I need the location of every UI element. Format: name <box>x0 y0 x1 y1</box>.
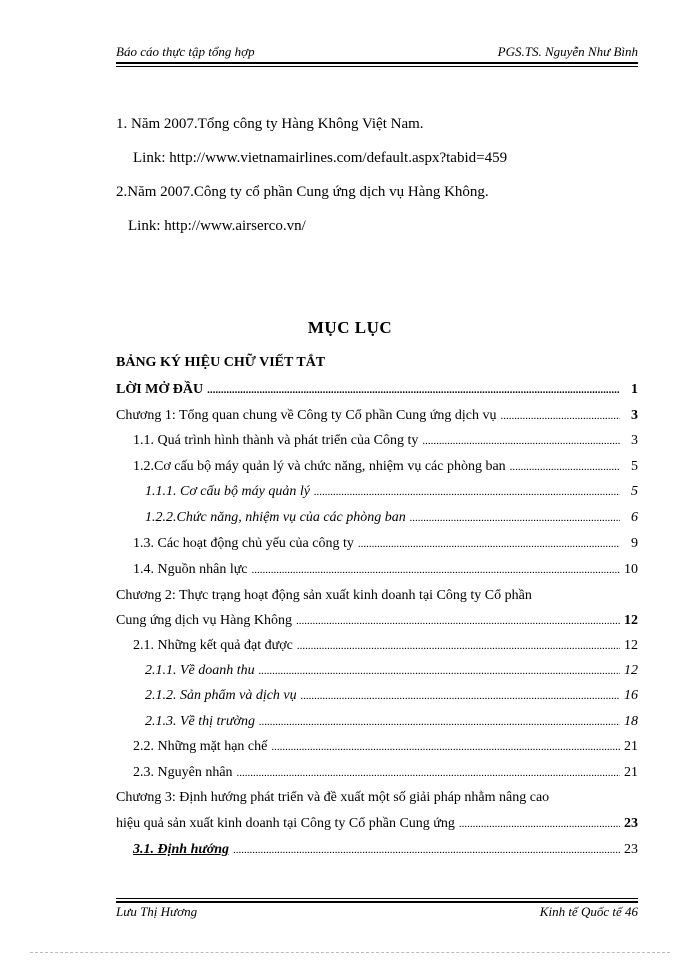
toc-leader <box>510 459 620 475</box>
toc-entry-page: 23 <box>624 842 638 857</box>
toc-entry[interactable] <box>145 714 638 736</box>
toc-entry[interactable] <box>133 842 638 864</box>
toc-entry-page: 12 <box>624 613 638 628</box>
toc-entry-page: 5 <box>631 484 638 499</box>
toc-entry-label: 2.1.2. Sản phẩm và dịch vụ <box>145 688 297 703</box>
page-footer <box>116 904 638 924</box>
toc-entry[interactable] <box>145 510 638 532</box>
toc-entry-label: 3.1. Định hướng <box>133 842 230 857</box>
toc-entry-page: 16 <box>624 688 638 703</box>
toc-entry-label: hiệu quả sản xuất kinh doanh tại Công ty Cổ phần Cung ứng <box>116 816 455 831</box>
toc-entry-label: 2.3. Nguyên nhân <box>133 765 233 780</box>
reference-1-title: 1. Năm 2007.Tổng công ty Hàng Không Việt Nam. <box>116 116 424 132</box>
toc-entry[interactable] <box>133 638 638 660</box>
toc-entry[interactable] <box>133 739 638 761</box>
toc-entry[interactable] <box>145 663 638 685</box>
toc-entry-page: 21 <box>624 765 638 780</box>
toc-entry-page: 23 <box>624 816 638 831</box>
toc-leader <box>233 842 620 858</box>
toc-entry-page: 10 <box>624 562 638 577</box>
toc-leader <box>358 536 620 552</box>
page-header <box>116 40 638 60</box>
toc-entry[interactable] <box>145 688 638 710</box>
toc-entry[interactable] <box>116 613 638 635</box>
toc-entry-label[interactable]: Chương 3: Định hướng phát triển và đề xuất một số giải pháp nhằm nâng cao <box>116 790 550 805</box>
toc-entry-label: 1.1.1. Cơ cấu bộ máy quản lý <box>145 484 310 499</box>
toc-leader <box>259 714 620 730</box>
toc-entry-page: 5 <box>631 459 638 474</box>
toc-leader <box>459 816 620 832</box>
toc-entry-label: 2.1.3. Về thị trường <box>145 714 255 729</box>
toc-entry-label[interactable]: Chương 2: Thực trạng hoạt động sản xuất kinh doanh tại Công ty Cổ phần <box>116 588 532 603</box>
toc-entry-label: Chương 1: Tổng quan chung về Công ty Cổ phần Cung ứng dịch vụ <box>116 408 497 423</box>
toc-entry-label: 1.3. Các hoạt động chủ yếu của công ty <box>133 536 354 551</box>
toc-leader <box>314 484 620 500</box>
footer-rule <box>116 898 638 903</box>
reference-2-title: 2.Năm 2007.Công ty cổ phần Cung ứng dịch vụ Hàng Không. <box>116 184 489 200</box>
toc-entry[interactable] <box>133 459 638 481</box>
toc-entry-label: 2.1.1. Về doanh thu <box>145 663 255 678</box>
toc-entry-page: 21 <box>624 739 638 754</box>
toc-leader <box>252 562 620 578</box>
toc-entry-page: 3 <box>631 408 638 423</box>
toc-entry[interactable] <box>133 765 638 787</box>
toc-entry-label: 2.1. Những kết quả đạt được <box>133 638 293 653</box>
toc-entry-page: 1 <box>631 382 638 397</box>
toc-title: MỤC LỤC <box>307 318 393 337</box>
toc-entry[interactable] <box>116 382 638 404</box>
toc-entry-page: 12 <box>624 663 638 678</box>
toc-leader <box>301 688 620 704</box>
page-break-line <box>30 952 670 953</box>
reference-2-link[interactable]: Link: http://www.airserco.vn/ <box>128 218 306 234</box>
toc-entry-page: 12 <box>624 638 638 653</box>
toc-entry-label: 1.1. Quá trình hình thành và phát triển của Công ty <box>133 433 419 448</box>
toc-entry-label: 1.2.Cơ cấu bộ máy quản lý và chức năng, nhiệm vụ các phòng ban <box>133 459 506 474</box>
toc-leader <box>410 510 620 526</box>
footer-right: Kinh tế Quốc tế 46 <box>539 904 638 919</box>
toc-entry[interactable] <box>133 433 638 455</box>
footer-left: Lưu Thị Hương <box>116 904 198 919</box>
header-right: PGS.TS. Nguyễn Như Bình <box>497 44 638 59</box>
toc-entry-page: 3 <box>631 433 638 448</box>
header-left: Báo cáo thực tập tổng hợp <box>116 44 255 59</box>
toc-abbreviations[interactable]: BẢNG KÝ HIỆU CHỮ VIẾT TẮT <box>116 355 326 370</box>
reference-1-link[interactable]: Link: http://www.vietnamairlines.com/default.aspx?tabid=459 <box>133 150 508 166</box>
toc-leader <box>422 433 620 449</box>
toc-entry[interactable] <box>133 536 638 558</box>
toc-entry-label: Cung ứng dịch vụ Hàng Không <box>116 613 292 628</box>
toc-entry[interactable] <box>145 484 638 506</box>
toc-entry[interactable] <box>133 562 638 584</box>
toc-leader <box>296 613 620 629</box>
toc-leader <box>237 765 620 781</box>
toc-entry[interactable] <box>116 408 638 430</box>
toc-leader <box>500 408 620 424</box>
toc-entry-page: 9 <box>631 536 638 551</box>
toc-entry-page: 6 <box>631 510 638 525</box>
toc-leader <box>207 382 620 398</box>
toc-leader <box>271 739 620 755</box>
toc-entry-label: 1.4. Nguồn nhân lực <box>133 562 248 577</box>
toc-entry-label: LỜI MỞ ĐẦU <box>116 382 204 397</box>
toc-leader <box>259 663 620 679</box>
toc-leader <box>297 638 620 654</box>
toc-entry-page: 18 <box>624 714 638 729</box>
toc-entry[interactable] <box>116 816 638 838</box>
header-rule <box>116 62 638 67</box>
toc-entry-label: 1.2.2.Chức năng, nhiệm vụ của các phòng ban <box>145 510 406 525</box>
toc-entry-label: 2.2. Những mặt hạn chế <box>133 739 268 754</box>
